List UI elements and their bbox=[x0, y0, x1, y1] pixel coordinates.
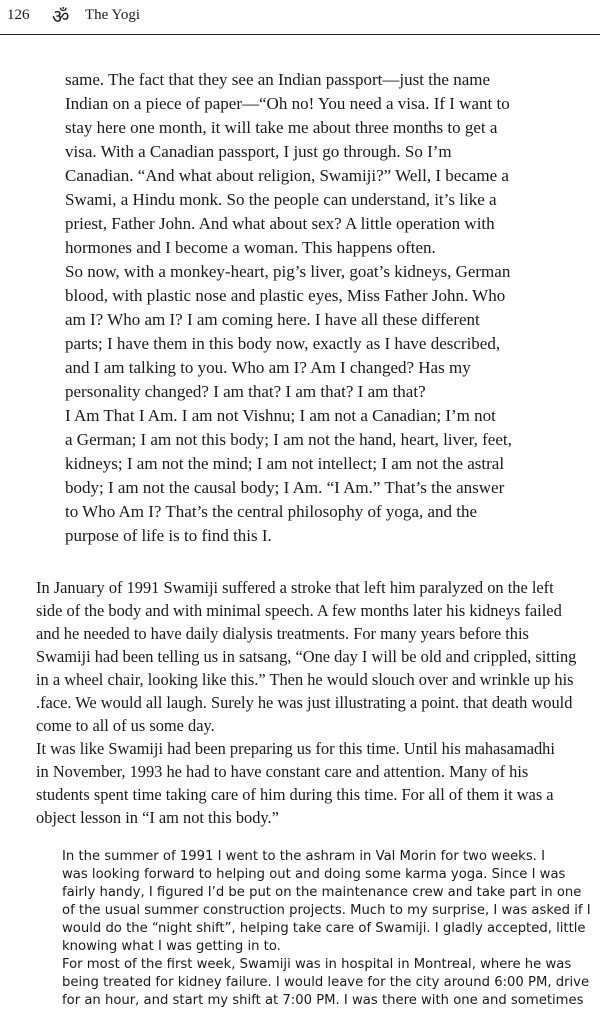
memoir-line: for an hour, and start my shift at 7:00 PM. I was there with one and sometimes bbox=[62, 993, 584, 1008]
quote-line: personality changed? I am that? I am that? I am that? bbox=[65, 382, 426, 401]
narrative-line: students spent time taking care of him during this time. For all of them it was a bbox=[36, 785, 554, 804]
narrative-line: side of the body and with minimal speech. A few months later his kidneys failed bbox=[36, 601, 562, 620]
narrative-line: come to all of us some day. bbox=[36, 716, 215, 735]
quote-line: body; I am not the causal body; I Am. “I Am.” That’s the answer bbox=[65, 478, 505, 497]
narrative-line: in a wheel chair, looking like this.” Then he would slouch over and wrinkle up his bbox=[36, 670, 574, 689]
page-number: 126 bbox=[7, 7, 30, 23]
memoir-line: was looking forward to helping out and doing some karma yoga. Since I was bbox=[62, 867, 566, 882]
narrative-line: It was like Swamiji had been preparing us for this time. Until his mahasamadhi bbox=[36, 739, 555, 758]
quote-line: am I? Who am I? I am coming here. I have all these different bbox=[65, 310, 480, 329]
quote-line: parts; I have them in this body now, exactly as I have described, bbox=[65, 334, 501, 353]
narrative-line: and he needed to have daily dialysis treatments. For many years before this bbox=[36, 624, 529, 643]
quote-line: a German; I am not this body; I am not the hand, heart, liver, feet, bbox=[65, 430, 512, 449]
memoir-line: fairly handy, I figured I’d be put on the maintenance crew and take part in one bbox=[62, 885, 582, 900]
memoir-line: of the usual summer construction projects. Much to my surprise, I was asked if I bbox=[62, 903, 591, 918]
quote-line: Canadian. “And what about religion, Swamiji?” Well, I became a bbox=[65, 166, 509, 185]
narrative-line: object lesson in “I am not this body.” bbox=[36, 808, 279, 827]
quote-line: hormones and I become a woman. This happens often. bbox=[65, 238, 436, 257]
quote-line: to Who Am I? That’s the central philosophy of yoga, and the bbox=[65, 502, 478, 521]
memoir-line: knowing what I was getting in to. bbox=[62, 939, 281, 954]
quote-line: Swami, a Hindu monk. So the people can understand, it’s like a bbox=[65, 190, 497, 209]
quote-line: priest, Father John. And what about sex? A little operation with bbox=[65, 214, 495, 233]
page-header bbox=[0, 0, 600, 35]
quote-line: purpose of life is to find this I. bbox=[65, 526, 272, 545]
quote-line: blood, with plastic nose and plastic eyes, Miss Father John. Who bbox=[65, 286, 506, 305]
narrative-line: in November, 1993 he had to have constant care and attention. Many of his bbox=[36, 762, 529, 781]
memoir-line: For most of the first week, Swamiji was in hospital in Montreal, where he was bbox=[62, 957, 572, 972]
narrative-line: In January of 1991 Swamiji suffered a stroke that left him paralyzed on the left bbox=[36, 578, 554, 597]
memoir-line: being treated for kidney failure. I would leave for the city around 6:00 PM, drive bbox=[62, 975, 590, 990]
quote-line: Indian on a piece of paper—“Oh no! You need a visa. If I want to bbox=[65, 94, 510, 113]
narrative-line: Swamiji had been telling us in satsang, “One day I will be old and crippled, sitting bbox=[36, 647, 577, 666]
quote-line: I Am That I Am. I am not Vishnu; I am not a Canadian; I’m not bbox=[65, 406, 496, 425]
memoir-line: would do the “night shift”, helping take care of Swamiji. I gladly accepted, little bbox=[62, 921, 586, 936]
narrative-line: .face. We would all laugh. Surely he was just illustrating a point. that death would bbox=[36, 693, 573, 712]
quote-line: visa. With a Canadian passport, I just go through. So I’m bbox=[65, 142, 452, 161]
running-title: The Yogi bbox=[85, 7, 141, 23]
quote-line: and I am talking to you. Who am I? Am I changed? Has my bbox=[65, 358, 471, 377]
quote-line: So now, with a monkey-heart, pig’s liver, goat’s kidneys, German bbox=[65, 262, 511, 281]
quote-line: stay here one month, it will take me about three months to get a bbox=[65, 118, 498, 137]
memoir-line: In the summer of 1991 I went to the ashram in Val Morin for two weeks. I bbox=[62, 849, 545, 864]
quote-line: same. The fact that they see an Indian passport—just the name bbox=[65, 70, 491, 89]
om-icon: ॐ bbox=[52, 7, 70, 28]
quote-line: kidneys; I am not the mind; I am not intellect; I am not the astral bbox=[65, 454, 505, 473]
